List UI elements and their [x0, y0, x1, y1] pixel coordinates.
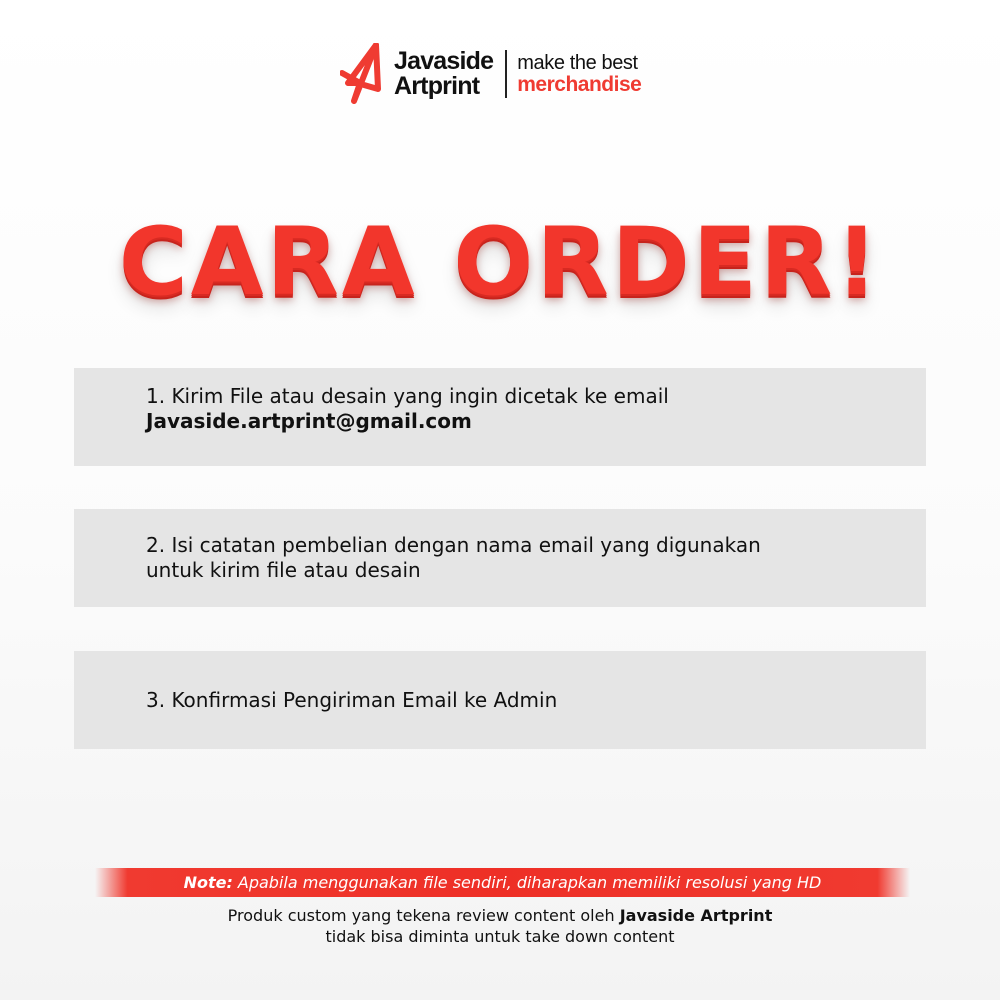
- step-2-text-line2: untuk kirim file atau desain: [146, 558, 421, 582]
- brand-header: [340, 42, 641, 106]
- note-label: Note:: [183, 873, 233, 892]
- tagline-line1: make the best: [517, 52, 638, 74]
- brand-name: [394, 49, 493, 99]
- footer-disclaimer: [0, 905, 1000, 947]
- step-1-text: 1. Kirim File atau desain yang ingin dicetak ke email: [146, 384, 669, 408]
- order-email: Javaside.artprint@gmail.com: [146, 409, 472, 433]
- brand-tagline: [517, 53, 641, 95]
- tagline-line2: merchandise: [517, 73, 642, 96]
- step-3-text: 3. Konfirmasi Pengiriman Email ke Admin: [146, 687, 558, 712]
- brand-name-line2: Artprint: [394, 72, 480, 100]
- paper-plane-logo-icon: [340, 43, 388, 105]
- step-1-box: [74, 368, 926, 466]
- step-3-box: [74, 651, 926, 749]
- brand-name-line1: Javaside: [394, 47, 494, 75]
- step-2-text-line1: 2. Isi catatan pembelian dengan nama email yang digunakan: [146, 533, 761, 557]
- page-title: CARA ORDER!: [118, 208, 882, 317]
- note-banner: [95, 868, 910, 897]
- footer-brand: Javaside Artprint: [619, 906, 773, 925]
- footer-line1: [0, 905, 1000, 926]
- note-text: Apabila menggunakan file sendiri, diharapkan memiliki resolusi yang HD: [237, 873, 822, 892]
- footer-line2: tidak bisa diminta untuk take down content: [325, 927, 675, 946]
- footer-line1-prefix: Produk custom yang tekena review content oleh: [227, 906, 620, 925]
- brand-divider: [505, 50, 507, 98]
- step-2-box: [74, 509, 926, 607]
